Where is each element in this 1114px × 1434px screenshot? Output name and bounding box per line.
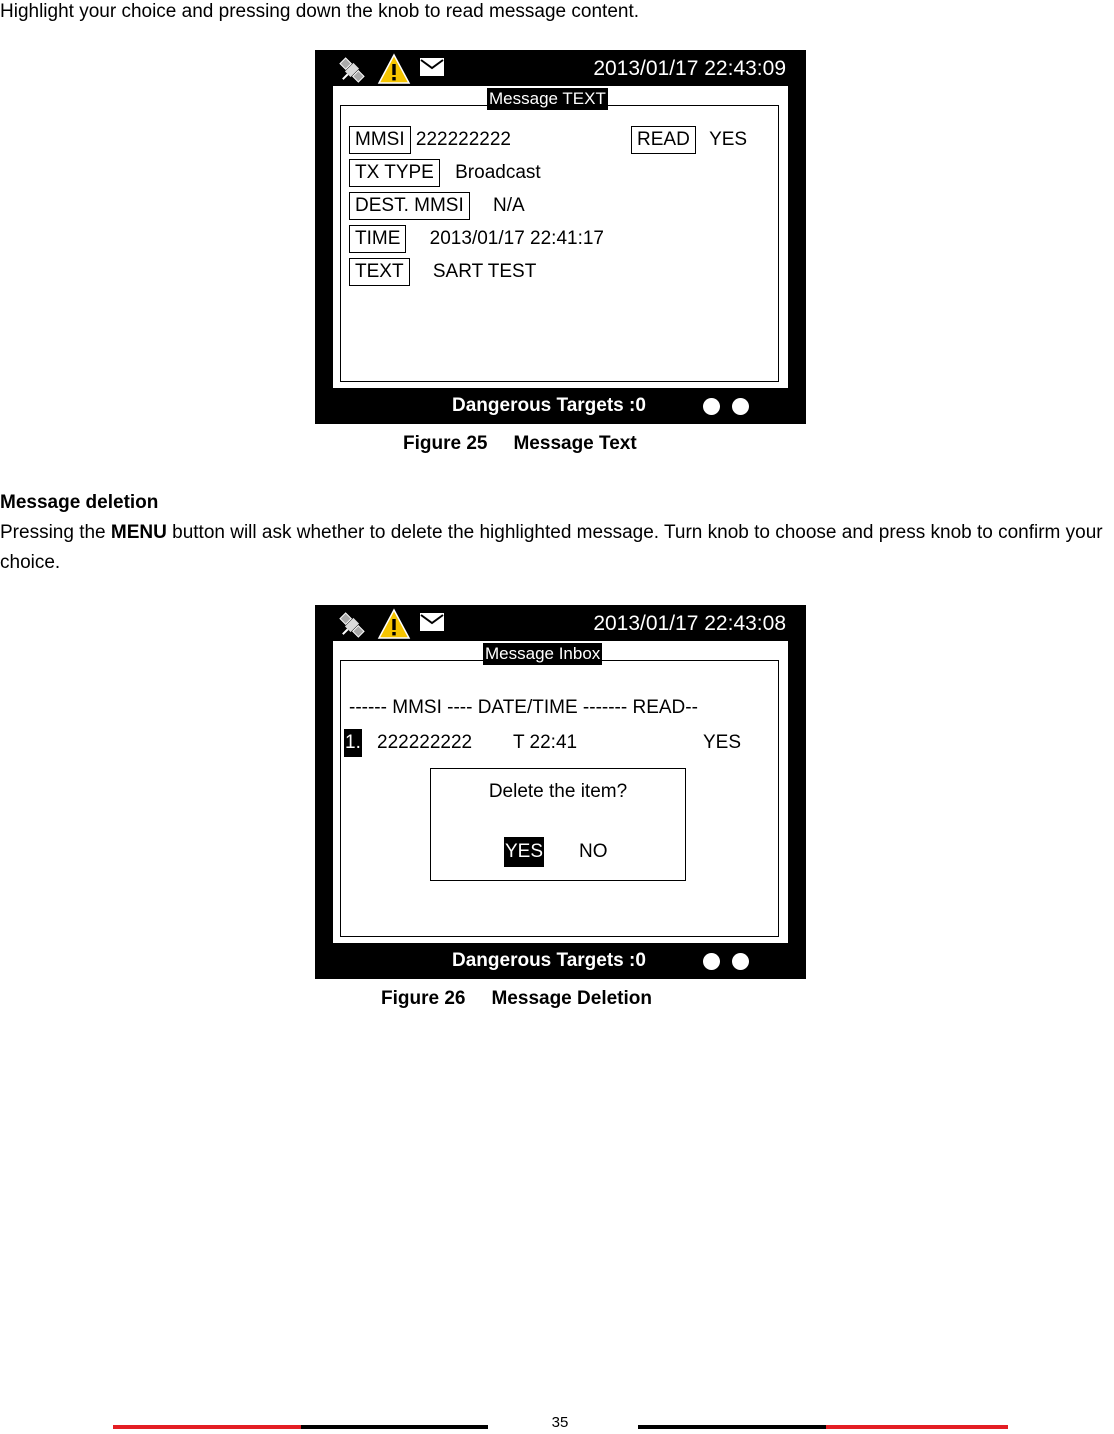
tx-type-label: TX TYPE (349, 159, 440, 187)
warning-icon (377, 53, 411, 85)
footer-rule-black-right (638, 1425, 826, 1429)
intro-paragraph: Highlight your choice and pressing down the knob to read message content. (0, 1, 640, 22)
tx-type-field (349, 159, 541, 187)
menu-keyword: MENU (110, 522, 167, 543)
read-field (631, 126, 747, 154)
page-number: 35 (551, 1414, 569, 1431)
caption-number: Figure 25 (403, 433, 488, 454)
warning-icon (377, 608, 411, 640)
message-inbox-screen (315, 605, 806, 979)
section-heading: Message deletion (0, 492, 159, 513)
dangerous-targets: Dangerous Targets :0 (452, 395, 646, 416)
read-label: READ (631, 126, 696, 154)
figure-26-caption (381, 988, 652, 1010)
dangerous-targets: Dangerous Targets :0 (452, 950, 646, 971)
status-dot-icon (703, 398, 720, 415)
footer-bar (315, 388, 806, 424)
delete-dialog (430, 768, 686, 881)
status-dot-icon (732, 953, 749, 970)
message-text-screen (315, 50, 806, 424)
time-value: 2013/01/17 22:41:17 (429, 228, 605, 249)
text-field (349, 258, 536, 286)
envelope-icon (419, 57, 445, 77)
mmsi-value: 222222222 (415, 129, 511, 150)
delete-question: Delete the item? (488, 781, 628, 802)
row-read: YES (703, 732, 742, 753)
mmsi-field (349, 126, 511, 154)
panel-title: Message TEXT (489, 89, 606, 108)
section-body (0, 518, 1114, 578)
panel-title: Message Inbox (485, 644, 601, 663)
footer-rule-black-left (301, 1425, 488, 1429)
inbox-column-header: ------ MMSI ---- DATE/TIME ------- READ-- (349, 697, 698, 718)
body-text-post: button will ask whether to delete the highlighted message. Turn knob to choose and press knob to confirm your choice. (0, 522, 1103, 573)
caption-title: Message Text (513, 433, 637, 454)
envelope-icon (419, 612, 445, 632)
body-text-pre: Pressing the (0, 522, 111, 543)
dest-mmsi-field (349, 192, 525, 220)
yes-option[interactable]: YES (504, 837, 544, 867)
footer-rule-red-left (113, 1425, 301, 1429)
row-mmsi: 222222222 (377, 732, 473, 753)
message-panel (333, 86, 788, 388)
read-value: YES (709, 129, 748, 150)
time-field (349, 225, 604, 253)
text-label: TEXT (349, 258, 410, 286)
caption-title: Message Deletion (491, 988, 652, 1009)
caption-number: Figure 26 (381, 988, 466, 1009)
dest-mmsi-value: N/A (493, 195, 525, 216)
row-time: T 22:41 (513, 732, 578, 753)
clock: 2013/01/17 22:43:08 (593, 612, 786, 635)
clock: 2013/01/17 22:43:09 (593, 57, 786, 80)
time-label: TIME (349, 225, 406, 253)
dest-mmsi-label: DEST. MMSI (349, 192, 470, 220)
mmsi-label: MMSI (349, 126, 411, 154)
inbox-panel (333, 641, 788, 943)
no-option[interactable]: NO (579, 841, 608, 862)
row-index[interactable]: 1. (344, 729, 362, 757)
tx-type-value: Broadcast (455, 162, 541, 183)
status-dot-icon (732, 398, 749, 415)
text-value: SART TEST (432, 261, 537, 282)
satellite-icon (335, 608, 369, 642)
status-dot-icon (703, 953, 720, 970)
footer-bar (315, 943, 806, 979)
footer-rule-red-right (826, 1425, 1008, 1429)
satellite-icon (335, 53, 369, 87)
figure-25-caption (403, 433, 637, 455)
